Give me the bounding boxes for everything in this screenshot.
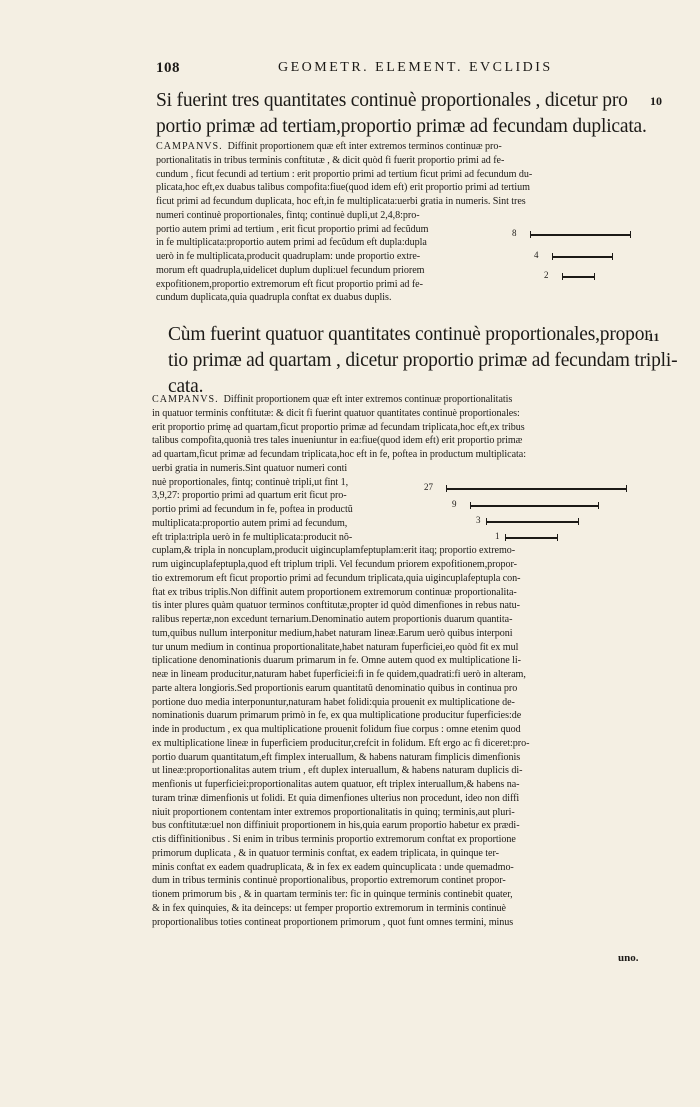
commentary-line: multiplicata:proportio autem primi ad fecundum, [152,517,348,529]
commentary-text: Diffinit proportionem quæ eft inter extremos terminos continuæ pro- [227,141,502,152]
commentary-line: cuplam,& tripla in noncuplam,producit uigincuplamfeptuplam:erit itaq; proportio extremo- [152,545,516,557]
commentary-line: ralibus repertæ,non excedunt ternarium.Denominatio autem proportionis duarum quantita- [152,614,513,625]
commentary-line: ficut primi ad fecundum duplicata, hoc eft,in fe multiplicata:uerbi gratia in numeris. Sint tres [156,196,526,207]
commentary-line: neæ in lineam producitur,naturam habet fuperficiei:fi in fe quidem,quadrati:fi uerò in alteram, [152,669,526,680]
segment-bar [552,256,612,258]
commentary-line: expofitionem,proportio extremorum eft ficut proportio primi ad fe- [156,278,423,290]
segment-tick [505,534,506,541]
commentary-line: ut lineæ:proportionalitas autem trium , eft duplex interuallum, & habens naturam duplicis di- [152,765,523,777]
commentary-line: ftat ex tribus triplis.Non diffinit autem proportionem extremorum continuæ proportionalita- [152,586,517,598]
segment-tick [612,253,613,260]
definition-10-text [156,88,647,140]
commentary-line [156,140,532,154]
commentary-line: uerò in fe multiplicata,producit quadruplam: unde proportio extre- [156,251,421,262]
commentary-line: cundum duplicata,quia quadrupla conftat ex duabus duplis. [156,292,392,304]
segment-bar [562,276,594,278]
commentary-line: tur unum medium in continua proportionalitate,habet naturam fuperficiei,eo quòd fit ex mul [152,641,519,653]
commentary-line: numeri continuè proportionales, fintq; continuè dupli,ut 2,4,8:pro- [156,209,420,221]
commentary-line: niuit proportionem contentam inter extremos proportionalitatis in quinq; terminis,aut pluri- [152,806,515,818]
definition-10-number: 10 [650,94,662,108]
commentary-line: menfionis ut fuperficiei:proportionalitas autem quatuor, eft triplex interuallum,& habens na- [152,779,520,790]
definition-11-number: 11 [648,330,660,344]
segment-label: 4 [534,250,539,260]
commentary-line: portio primi ad fecundum in fe, poftea in productũ [152,504,353,515]
commentary-line: ad quartam,ficut primæ ad fecundam triplicata,hoc eft in fe, poftea in productum multiplicata: [152,449,526,460]
definition-10-line: Si fuerint tres quantitates continuè proportionales , dicetur pro [156,90,628,111]
commentary-line: eft tripla:tripla uerò in fe multiplicata:producit nõ- [152,531,353,543]
commentary-line: tum,quibus nullum interponitur medium,habet naturam lineæ.Earum uerò quibus interponi [152,627,513,639]
commentary-text: Diffinit proportionem quæ eft inter extremos continuæ proportionalitatis [223,394,513,405]
commentary-line [152,393,529,407]
commentary-line: talibus compofita,quonià tres tales inueniuntur in ea:fiue(quod idem eft) erit proportio primæ [152,435,523,447]
definition-11-line: Cùm fuerint quatuor quantitates continuè proportionales,propor [168,324,651,345]
commentary-line: tionem primorum bis , & in quartam terminis ter: fic in quinque terminis continebit quater, [152,889,513,900]
segment-label: 2 [544,270,549,280]
commentary-line: ex multiplicatione lineæ in fuperficiem producitur,crefcit in folidum. Eft ergo ac fi diceret:pro- [152,737,530,749]
commentary-line: cundum , ficut fecundi ad tertium : erit proportio primi ad tertium ficut primi ad fecundum du- [156,168,533,180]
commentary-line: morum eft quadrupla,uidelicet duplum dupli:uel fecundum priorem [156,264,425,276]
segment-label: 8 [512,228,517,238]
commentary-line: minis conftat ex eadem quadruplicata, & in fex ex eadem quincuplicata : unde quemadmo- [152,861,514,873]
commentary-line: portio autem primi ad tertium , erit ficut proportio primi ad fecũdum [156,223,429,235]
commentary-line: erit proportio primę ad quartam,ficut proportio primæ ad fecundam triplicata,hoc eft,ex tribus [152,421,525,433]
segment-label: 9 [452,499,457,509]
commentary-label: CAMPANVS. [156,141,223,152]
segment-tick [594,273,595,280]
commentary-line: primorum duplicata , & in quatuor terminis conftat, ex eadem triplicata, in quinque ter- [152,847,499,859]
commentary-line: portione duo media interponuntur,naturam habet folidi:quia prouenit ex multiplicatione de- [152,696,515,708]
segment-label: 1 [495,531,500,541]
segment-tick [470,502,471,509]
commentary-line: & in fex quinquies, & ita deinceps: ut femper proportio extremorum in terminis continuè [152,902,506,914]
commentary-line: nuè proportionales, fintq; continuè tripli,ut fint 1, [152,476,349,488]
segment-tick [486,518,487,525]
segment-bar [446,488,626,490]
commentary-line: in fe multiplicata:proportio autem primi ad fecũdum eft dupla:dupla [156,237,427,249]
segment-bar [505,537,557,539]
commentary-line: in quatuor terminis conftitutæ: & dicit fi fuerint quatuor quantitates continuè proportionales: [152,407,520,419]
segment-bar [486,521,578,523]
commentary-line: uerbi gratia in numeris.Sint quatuor numeri conti [152,462,348,474]
segment-tick [562,273,563,280]
commentary-line: parte altera longioris.Sed proportionis earum quantitatũ denominatio quibus in continua pro [152,682,518,694]
commentary-line: dum in tribus terminis continuè proportionalibus, proportio extremorum continet propor- [152,875,506,887]
commentary-10 [156,140,532,305]
commentary-line: turam trinæ dimenfionis ut folidi. Et quia dimenfiones ulterius non procedunt, ideo non diffi [152,792,520,804]
catchword: uno. [618,952,639,964]
commentary-line: tiplicatione denominationis duarum primarum in fe. Omne autem quod ex multiplicatione li- [152,655,521,667]
segment-label: 3 [476,515,481,525]
commentary-line: tio extremorum eft ficut proportio primi ad fecundum triplicata,quia uigincuplafeptupla con- [152,572,521,584]
definition-11-line: cata. [168,376,204,397]
commentary-11 [152,393,529,929]
commentary-label: CAMPANVS. [152,394,219,405]
definition-11-text [168,322,677,400]
segment-label: 27 [424,482,433,492]
commentary-line: ctis diffinitionibus . Si enim in tribus terminis proportio extremorum conftat ex proportione [152,834,516,845]
segment-tick [446,485,447,492]
commentary-line: 3,9,27: proportio primi ad quartum erit ficut pro- [152,490,347,502]
segment-bar [530,234,630,236]
commentary-line: proportionalibus toties contineat proportionem primorum , quot funt omnes termini, minus [152,916,514,928]
segment-tick [530,231,531,238]
running-title: GEOMETR. ELEMENT. EVCLIDIS [278,60,553,75]
commentary-line: rum uigincuplafeptupla,quod eft triplum tripli. Vel fecundum priorem expofitionem,propor- [152,559,517,570]
definition-10-line: portio primæ ad tertiam,proportio primæ ad fecundam duplicata. [156,116,647,137]
segment-tick [557,534,558,541]
segment-tick [578,518,579,525]
definition-11-line: tio primæ ad quartam , dicetur proportio primæ ad fecundam tripli- [168,350,678,371]
commentary-line: bus conftitutæ:uel non diffiniuit proportionem in his,quia earum proportio habetur ex prædi- [152,820,520,832]
segment-bar [470,505,598,507]
segment-tick [598,502,599,509]
segment-tick [630,231,631,238]
commentary-line: portionalitatis in tribus terminis conftitutæ , & dicit quòd fi fuerit proportio primi ad fe- [156,154,505,166]
page-number: 108 [156,60,180,76]
commentary-line: inde in productum , ex qua multiplicatione prouenit folidum fiue corpus : omne etenim quod [152,724,521,735]
commentary-line: plicata,hoc eft,ex duabus talibus compofita:fiue(quod idem eft) erit proportio primi ad tertium [156,182,530,194]
commentary-line: tis inter plures quàm quatuor terminos conftitutæ,propter id quòd dimenfiones in rebus natu- [152,600,520,612]
segment-tick [552,253,553,260]
commentary-line: nominationis duarum primarum primò in fe, ex qua multiplicatione producitur fuperficies:de [152,710,522,722]
commentary-line: portio duarum quantitatum,eft fimplex interuallum, & habens naturam fimplicis dimenfionis [152,751,521,763]
segment-tick [626,485,627,492]
